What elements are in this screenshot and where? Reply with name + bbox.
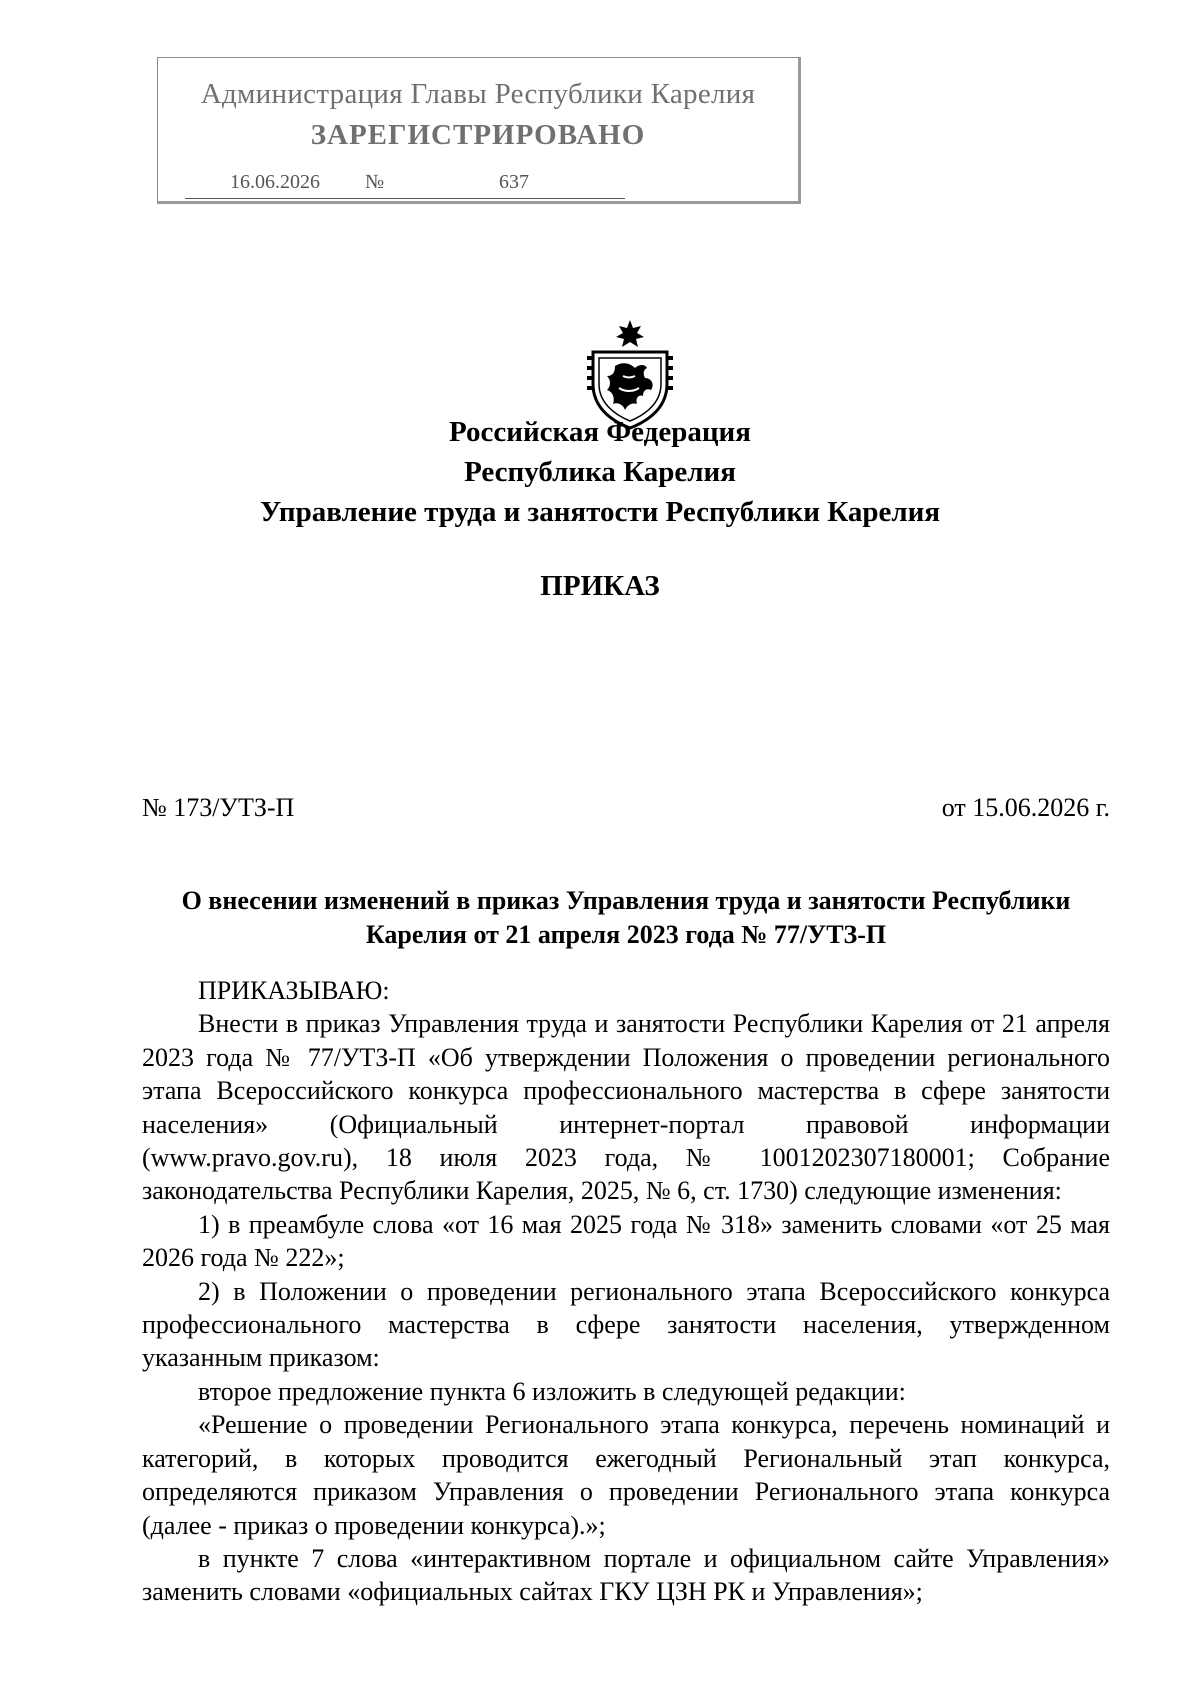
body-paragraph: в пункте 7 слова «интерактивном портале и официальном сайте Управления» заменить словами «официальных сайтах ГКУ ЦЗН РК и Управления»; <box>142 1543 1110 1607</box>
stamp-date: 16.06.2026 <box>185 166 365 199</box>
order-body <box>142 974 1110 1609</box>
stamp-organization: Администрация Главы Республики Карелия <box>200 78 756 110</box>
stamp-status: ЗАРЕГИСТРИРОВАНО <box>310 119 646 151</box>
stamp-number-label: № <box>365 166 403 199</box>
body-paragraph: ПРИКАЗЫВАЮ: <box>198 976 390 1005</box>
stamp-number: 637 <box>403 166 625 199</box>
body-paragraph: второе предложение пункта 6 изложить в следующей редакции: <box>198 1376 906 1406</box>
order-number: № 173/УТЗ-П <box>142 793 295 822</box>
order-date: от 15.06.2026 г. <box>941 793 1110 822</box>
document-type-title: ПРИКАЗ <box>540 570 660 602</box>
body-paragraph: 1) в преамбуле слова «от 16 мая 2025 года № 318» заменить словами «от 25 мая 2026 года № 222»; <box>142 1209 1110 1273</box>
order-subject: О внесении изменений в приказ Управления труда и занятости Республики Карелия от 21 апреля 2023 года № 77/УТЗ-П <box>181 886 1071 949</box>
header-country: Российская Федерация <box>449 416 751 448</box>
karelia-coat-of-arms-icon <box>585 318 675 430</box>
body-paragraph: Внести в приказ Управления труда и занятости Республики Карелия от 21 апреля 2023 года № 77/УТЗ-П «Об утверждении Положения о проведении регионального этапа Всероссийского конкурса профессионального мастерства в сфере занятости населения» (Официальный интернет-портал правовой информации (www.pravo.gov.ru), 18 июля 2023 года, № 1001202307180001; Собрание законодательства Республики Карелия, 2025, № 6, ст. 1730) следующие изменения: <box>142 1009 1110 1206</box>
header-agency: Управление труда и занятости Республики Карелия <box>259 496 941 528</box>
body-paragraph: 2) в Положении о проведении регионального этапа Всероссийского конкурса профессионального мастерства в сфере занятости населения, утвержденном указанным приказом: <box>142 1276 1110 1373</box>
registration-stamp <box>157 57 801 204</box>
body-paragraph: «Решение о проведении Регионального этапа конкурса, перечень номинаций и категорий, в которых проводится ежегодный Региональный этап конкурса, определяются приказом Управления о проведении Регионального этапа конкурса (далее - приказ о проведении конкурса).»; <box>142 1410 1110 1540</box>
header-region: Республика Карелия <box>464 456 736 488</box>
